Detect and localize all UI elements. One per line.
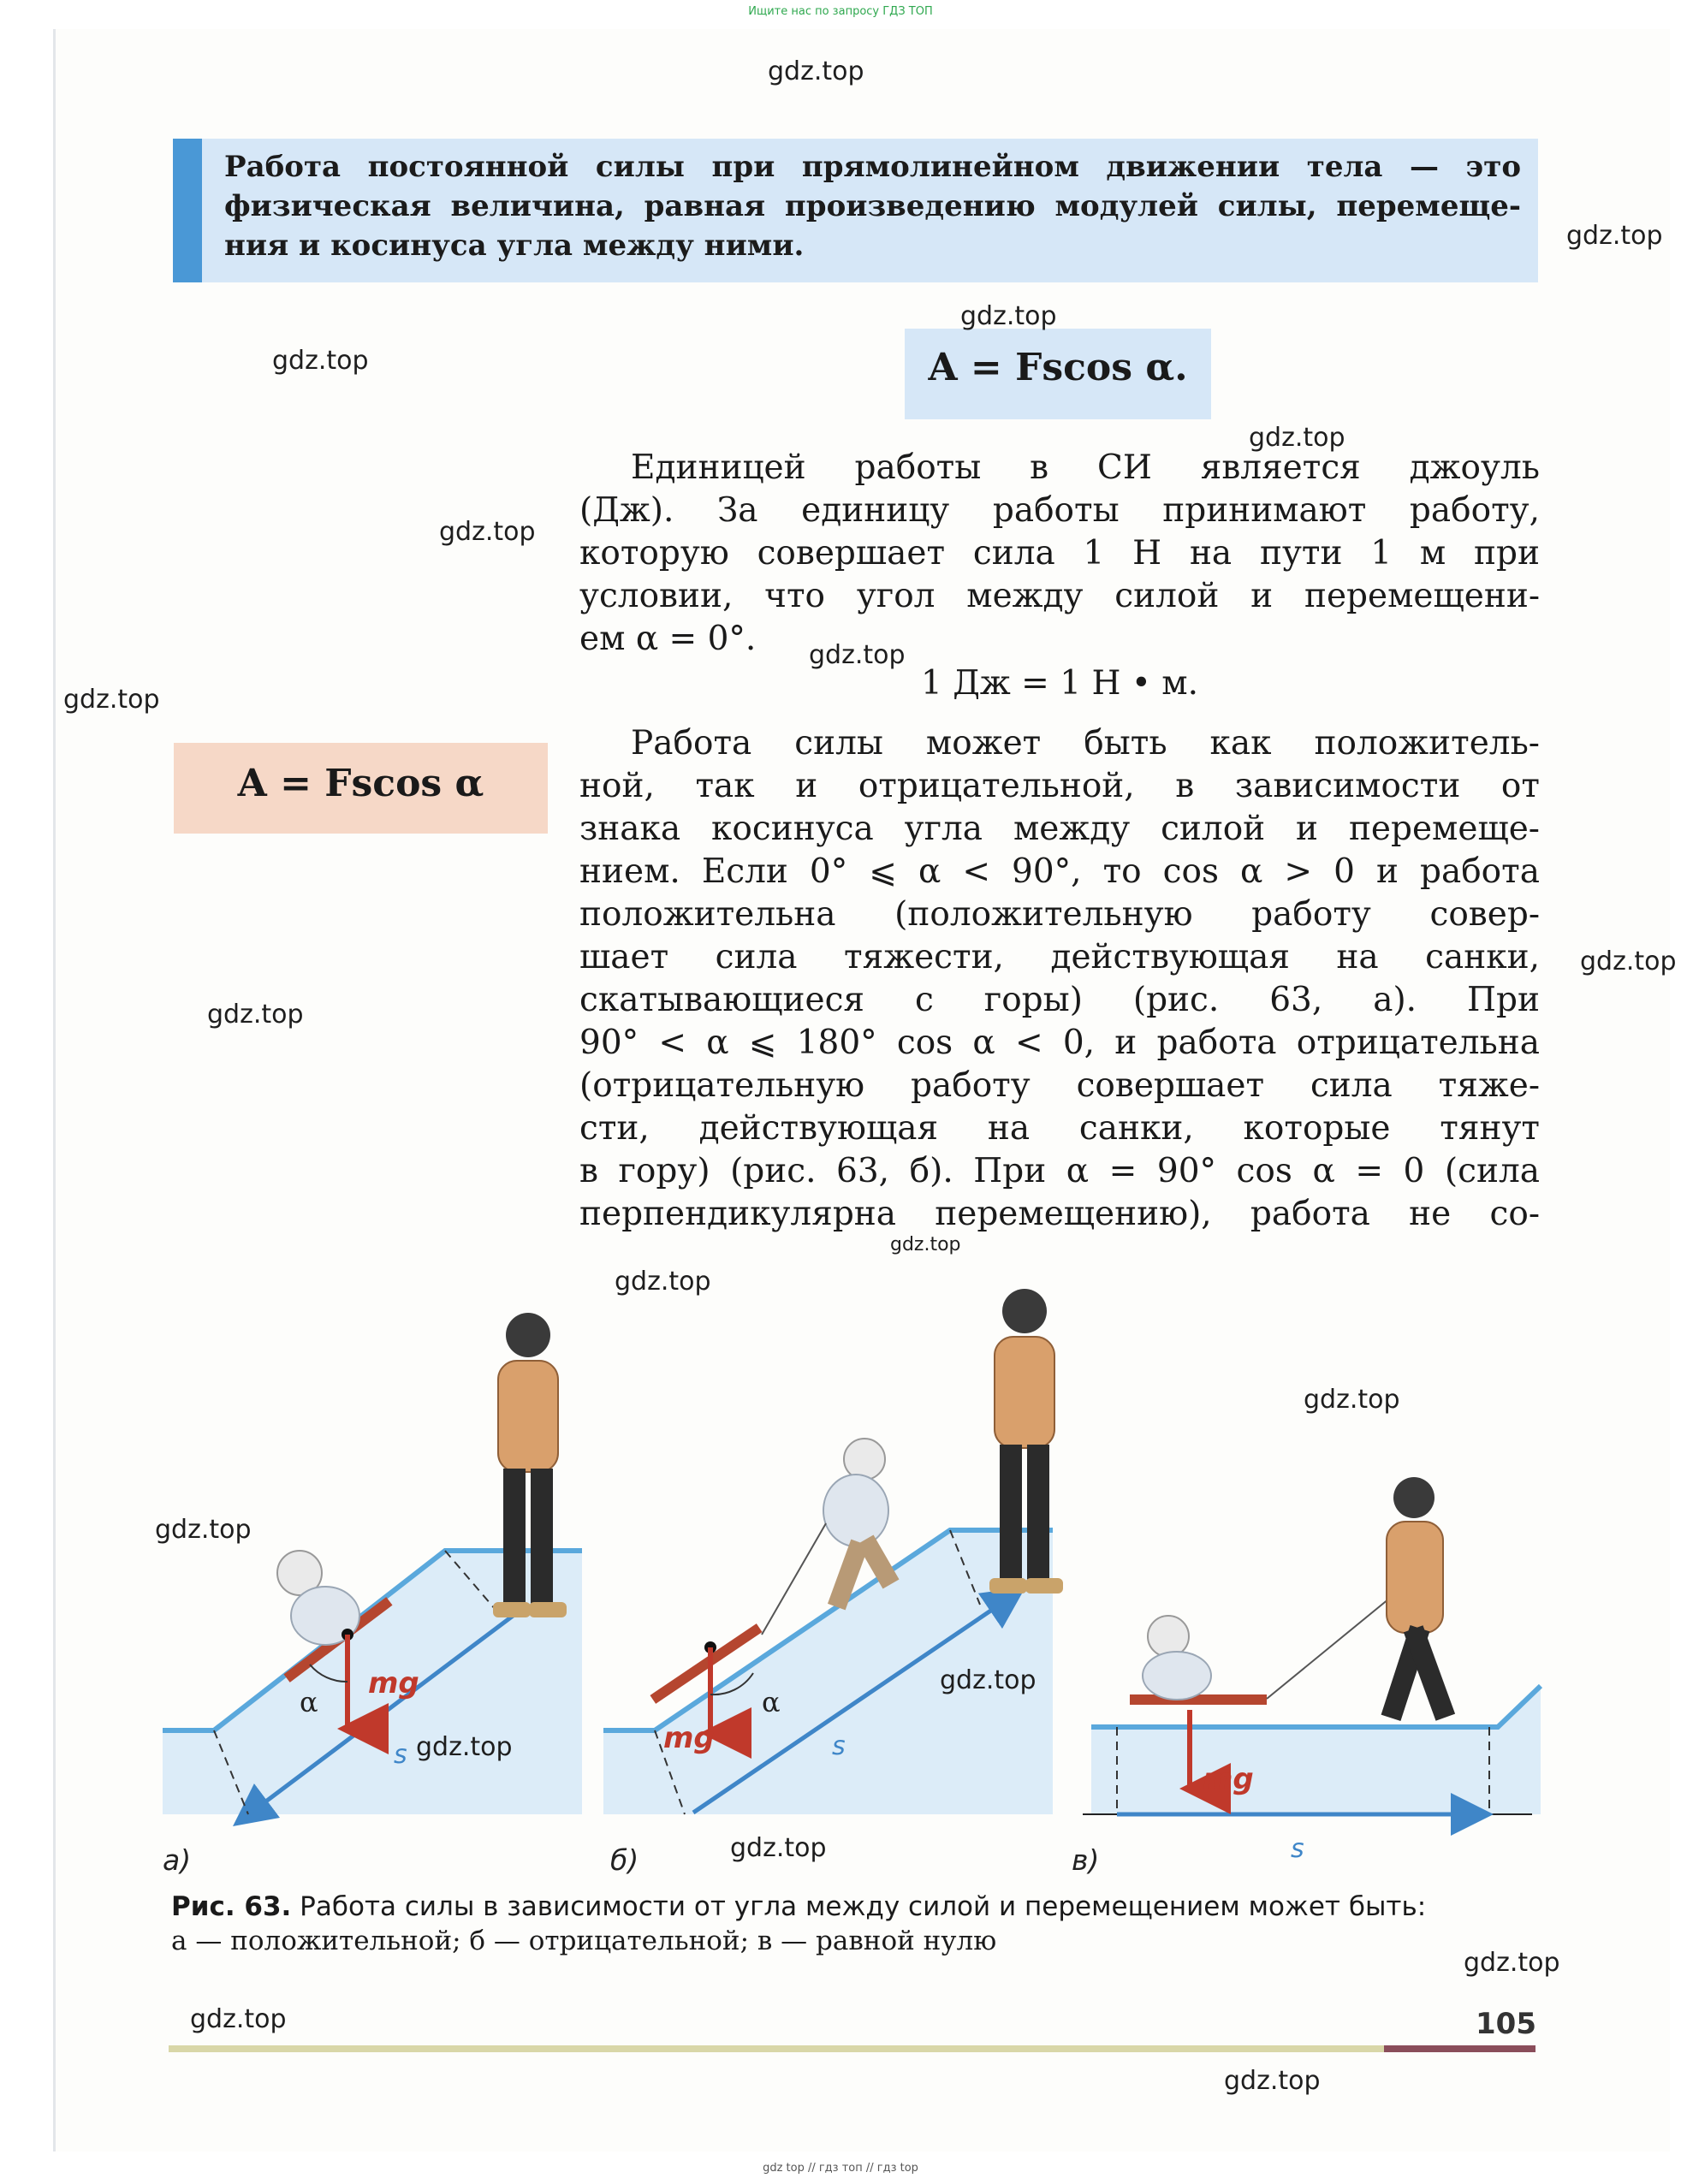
person-boot-a2 xyxy=(529,1602,567,1617)
watermark: gdz.top xyxy=(1224,2066,1321,2096)
s-label-a: s xyxy=(394,1740,407,1770)
para2-line-9: (отрицательную работу совершает сила тяже- xyxy=(579,1066,1540,1105)
definition-line-2: физическая величина, равная произведению модулей силы, перемеще- xyxy=(224,189,1521,223)
para1-line-1: Единицей работы в СИ является джоуль xyxy=(631,448,1540,487)
s-label-b: s xyxy=(832,1731,846,1761)
panel-a xyxy=(163,1313,582,1877)
definition-line-3: ния и косинуса угла между ними. xyxy=(224,228,805,263)
para2-line-7: скатывающиеся с горы) (рис. 63, а). При xyxy=(579,981,1540,1019)
watermark: gdz.top xyxy=(960,301,1057,331)
formula-main: A = Fscos α. xyxy=(928,346,1188,389)
watermark: gdz.top xyxy=(615,1267,711,1297)
figure-caption xyxy=(171,1890,1541,1958)
watermark: gdz.top xyxy=(809,640,906,670)
watermark: gdz.top xyxy=(730,1833,827,1863)
person-leg-b2 xyxy=(1027,1445,1049,1582)
figure-label-b: б) xyxy=(610,1843,639,1877)
definition-line-1: Работа постоянной силы при прямолинейном движении тела — это xyxy=(224,150,1521,184)
para1-line-5: ем α = 0°. xyxy=(579,620,757,658)
panel-c xyxy=(1072,1477,1541,1877)
watermark: gdz.top xyxy=(272,346,369,376)
watermark: gdz.top xyxy=(190,2004,287,2034)
watermark: gdz.top xyxy=(439,517,536,547)
caption-line-1 xyxy=(171,1890,1541,1924)
mg-label-c: mg xyxy=(1203,1762,1254,1796)
person-head-a xyxy=(506,1313,550,1357)
footer-rule xyxy=(169,2045,1384,2052)
para2-line-12: перпендикулярна перемещению), работа не со- xyxy=(579,1195,1540,1233)
mg-label-a: mg xyxy=(368,1666,419,1700)
caption-line-2: а — положительной; б — отрицательной; в — равной нулю xyxy=(171,1926,997,1956)
para1-line-4: условии, что угол между силой и перемещени- xyxy=(579,577,1540,615)
bottom-note: gdz top // гдз топ // гдз top xyxy=(763,2162,918,2175)
watermark: gdz.top xyxy=(1566,221,1663,251)
para2-line-4: нием. Если 0° ⩽ α < 90°, то cos α > 0 и работа xyxy=(579,852,1540,891)
watermark: gdz.top xyxy=(890,1234,961,1255)
child-head-b xyxy=(844,1439,885,1480)
para2-line-6: шает сила тяжести, действующая на санки, xyxy=(579,938,1540,976)
footer-rule-accent xyxy=(1384,2045,1535,2052)
para1-line-2: (Дж). За единицу работы принимают работу, xyxy=(579,491,1540,530)
person-boot-b2 xyxy=(1025,1578,1063,1593)
para2-line-10: сти, действующая на санки, которые тянут xyxy=(579,1109,1540,1148)
paragraph-units xyxy=(579,447,1540,661)
person-leg-a2 xyxy=(531,1469,553,1605)
child-head-c xyxy=(1148,1616,1189,1657)
person-jacket-c xyxy=(1387,1522,1443,1633)
watermark: gdz.top xyxy=(1464,1948,1560,1978)
alpha-label-a: α xyxy=(300,1686,318,1718)
para2-line-11: в гору) (рис. 63, б). При α = 90° cos α = 0 (сила xyxy=(579,1152,1540,1190)
person-leg-b1 xyxy=(1000,1445,1022,1582)
definition-text xyxy=(224,147,1521,265)
figure-63 xyxy=(163,1267,1549,1883)
unit-equation: 1 Дж = 1 Н • м. xyxy=(920,664,1199,703)
caption-text-1: Работа силы в зависимости от угла между силой и перемещением может быть: xyxy=(291,1891,1427,1922)
para1-line-3: которую совершает сила 1 Н на пути 1 м при xyxy=(579,534,1540,573)
top-note: Ищите нас по запросу ГДЗ ТОП xyxy=(748,5,933,18)
para2-line-2: ной, так и отрицательной, в зависимости от xyxy=(579,767,1540,805)
mg-label-b: mg xyxy=(663,1721,715,1755)
s-label-c: s xyxy=(1291,1834,1304,1864)
caption-label: Рис. 63. xyxy=(171,1891,292,1922)
person-head-c xyxy=(1393,1477,1434,1518)
para2-line-3: знака косинуса угла между силой и перемеще- xyxy=(579,810,1540,848)
para2-line-1: Работа силы может быть как положитель- xyxy=(631,724,1540,763)
watermark: gdz.top xyxy=(1304,1385,1400,1415)
person-head-b xyxy=(1002,1289,1047,1333)
definition-accent-bar xyxy=(173,139,202,282)
watermark: gdz.top xyxy=(63,685,160,715)
watermark: gdz.top xyxy=(1580,947,1677,976)
person-boot-a1 xyxy=(493,1602,531,1617)
person-jacket-a xyxy=(498,1361,558,1472)
sled-c xyxy=(1130,1694,1267,1705)
para2-line-8: 90° < α ⩽ 180° cos α < 0, и работа отрицательна xyxy=(579,1024,1540,1062)
child-body-c xyxy=(1143,1652,1211,1700)
watermark: gdz.top xyxy=(416,1732,513,1762)
watermark: gdz.top xyxy=(155,1515,252,1545)
watermark: gdz.top xyxy=(768,56,864,86)
page-number: 105 xyxy=(1476,2007,1536,2041)
person-boot-b1 xyxy=(989,1578,1027,1593)
paragraph-sign xyxy=(579,722,1540,1236)
person-jacket-b xyxy=(995,1337,1054,1448)
figure-label-a: а) xyxy=(163,1843,192,1877)
child-body-b xyxy=(823,1475,888,1546)
watermark: gdz.top xyxy=(1249,423,1345,453)
para2-line-5: положительна (положительную работу совер- xyxy=(579,895,1540,934)
figure-label-c: в) xyxy=(1072,1843,1100,1877)
person-leg-a1 xyxy=(503,1469,526,1605)
watermark: gdz.top xyxy=(207,1000,304,1030)
side-formula: A = Fscos α xyxy=(237,762,484,805)
alpha-label-b: α xyxy=(762,1686,781,1718)
panel-b xyxy=(603,1289,1063,1877)
watermark: gdz.top xyxy=(940,1665,1037,1695)
snow-ground-c xyxy=(1091,1686,1541,1814)
